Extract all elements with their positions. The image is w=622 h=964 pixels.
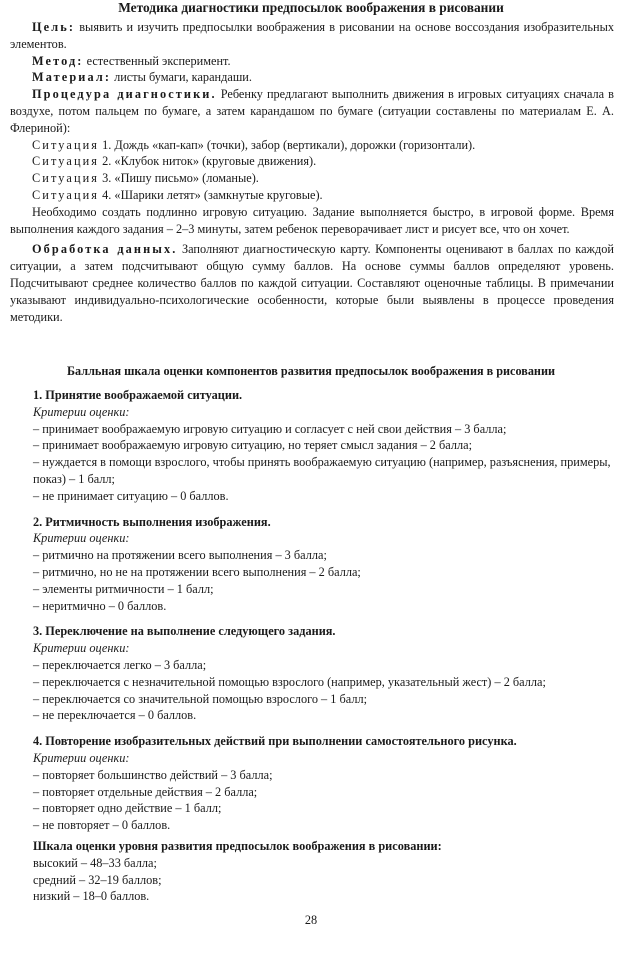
criterion-heading: 1. Принятие воображаемой ситуации. xyxy=(33,388,243,402)
level-item: низкий – 18–0 баллов. xyxy=(33,889,150,904)
situation-label: Ситуация xyxy=(32,137,100,152)
processing-label: Обработка данных. xyxy=(32,242,178,257)
criterion-item: – нуждается в помощи взрослого, чтобы принять воображаемую ситуацию (например, разъяснения, примеры, показ) – 1 балл; xyxy=(33,455,611,486)
criterion-block xyxy=(33,387,614,505)
criterion-item: – не принимает ситуацию – 0 баллов. xyxy=(33,488,229,503)
criterion-item: – ритмично, но не на протяжении всего выполнения – 2 балла; xyxy=(33,564,361,579)
criterion-heading: 3. Переключение на выполнение следующего задания. xyxy=(33,624,336,639)
situation-label: Ситуация xyxy=(32,171,100,186)
criteria-section xyxy=(33,387,614,905)
criterion-item: – переключается легко – 3 балла; xyxy=(33,657,207,672)
necessity-paragraph: Необходимо создать подлинно игровую ситуацию. Задание выполняется быстро, в игровой форме. Время выполнения каждого задания – 2–3 минуты, затем ребенок переворачивает лист и рисует все, что он хочет. xyxy=(10,204,614,236)
method-text: естественный эксперимент. xyxy=(83,53,231,68)
level-item: средний – 32–19 баллов; xyxy=(33,872,162,887)
levels-block xyxy=(33,838,614,905)
scale-heading: Балльная шкала оценки компонентов развития предпосылок воображения в рисовании xyxy=(67,364,555,378)
criterion-item: – неритмично – 0 баллов. xyxy=(33,598,167,613)
criterion-item: – принимает воображаемую игровую ситуацию и согласует с ней свои действия – 3 балла; xyxy=(33,421,507,436)
situation-item xyxy=(10,137,614,154)
criterion-item: – повторяет отдельные действия – 2 балла; xyxy=(33,784,258,799)
processing-text: Заполняют диагностическую карту. Компоненты оценивают в баллах по каждой ситуации, а затем подсчитывают общую сумму баллов. На основе суммы баллов определяют уровень. Подсчитывают среднее количество баллов по каждой ситуации. Составляют оценочные таблицы. В примечании указывают индивидуально-психологические особенности, которые были выявлены в процессе проведения методики. xyxy=(10,242,615,324)
situation-item xyxy=(10,187,614,204)
criterion-item: – повторяет одно действие – 1 балл; xyxy=(33,801,222,816)
criterion-item: – элементы ритмичности – 1 балл; xyxy=(33,581,214,596)
situation-label: Ситуация xyxy=(32,187,100,202)
page-number: 28 xyxy=(304,913,318,927)
situation-item xyxy=(10,153,614,170)
procedure-label: Процедура диагностики. xyxy=(32,87,217,102)
page-title: Методика диагностики предпосылок воображения в рисовании xyxy=(118,0,504,15)
situation-text: 4. «Шарики летят» (замкнутые круговые). xyxy=(99,187,323,202)
criterion-block xyxy=(33,623,614,724)
situation-item xyxy=(10,170,614,187)
criteria-label: Критерии оценки: xyxy=(33,404,130,419)
procedure-text: Ребенку предлагают выполнить движения в игровых ситуациях сначала в воздухе, потом пальцем по бумаге, а затем карандашом по бумаге (ситуации составлены по материалам Е. А. Флериной): xyxy=(10,87,614,135)
criterion-item: – принимает воображаемую игровую ситуацию, но теряет смысл задания – 2 балла; xyxy=(33,438,473,453)
method-paragraph xyxy=(10,53,614,70)
criterion-item: – не переключается – 0 баллов. xyxy=(33,708,197,723)
situation-text: 2. «Клубок ниток» (круговые движения). xyxy=(99,154,317,169)
level-item: высокий – 48–33 балла; xyxy=(33,855,157,870)
material-paragraph xyxy=(10,69,614,86)
situation-text: 3. «Пишу письмо» (ломаные). xyxy=(99,171,259,186)
procedure-paragraph xyxy=(10,86,614,136)
criterion-block xyxy=(33,733,614,834)
criterion-item: – переключается со значительной помощью взрослого – 1 балл; xyxy=(33,691,368,706)
criteria-label: Критерии оценки: xyxy=(33,750,130,765)
material-text: листы бумаги, карандаши. xyxy=(111,70,252,85)
criterion-heading: 4. Повторение изобразительных действий при выполнении самостоятельного рисунка. xyxy=(33,734,517,749)
method-label: Метод: xyxy=(32,53,84,68)
goal-text: выявить и изучить предпосылки воображения в рисовании на основе воссоздания изобразительных элементов. xyxy=(10,20,614,51)
goal-label: Цель: xyxy=(32,20,76,34)
situation-label: Ситуация xyxy=(32,154,100,169)
criteria-label: Критерии оценки: xyxy=(33,531,130,546)
criterion-item: – не повторяет – 0 баллов. xyxy=(33,818,171,833)
goal-paragraph xyxy=(10,19,614,53)
material-label: Материал: xyxy=(32,70,112,85)
criteria-label: Критерии оценки: xyxy=(33,641,130,656)
criterion-block xyxy=(33,514,614,615)
criterion-heading: 2. Ритмичность выполнения изображения. xyxy=(33,514,271,529)
criterion-item: – переключается с незначительной помощью взрослого (например, указательный жест) – 2 балла; xyxy=(33,674,546,689)
situation-text: 1. Дождь «кап-кап» (точки), забор (вертикали), дорожки (горизонтали). xyxy=(99,137,476,152)
criterion-item: – повторяет большинство действий – 3 балла; xyxy=(33,767,273,782)
criterion-item: – ритмично на протяжении всего выполнения – 3 балла; xyxy=(33,548,327,563)
processing-paragraph xyxy=(10,241,614,325)
method-description xyxy=(10,19,614,325)
levels-heading: Шкала оценки уровня развития предпосылок воображения в рисовании: xyxy=(33,838,442,853)
